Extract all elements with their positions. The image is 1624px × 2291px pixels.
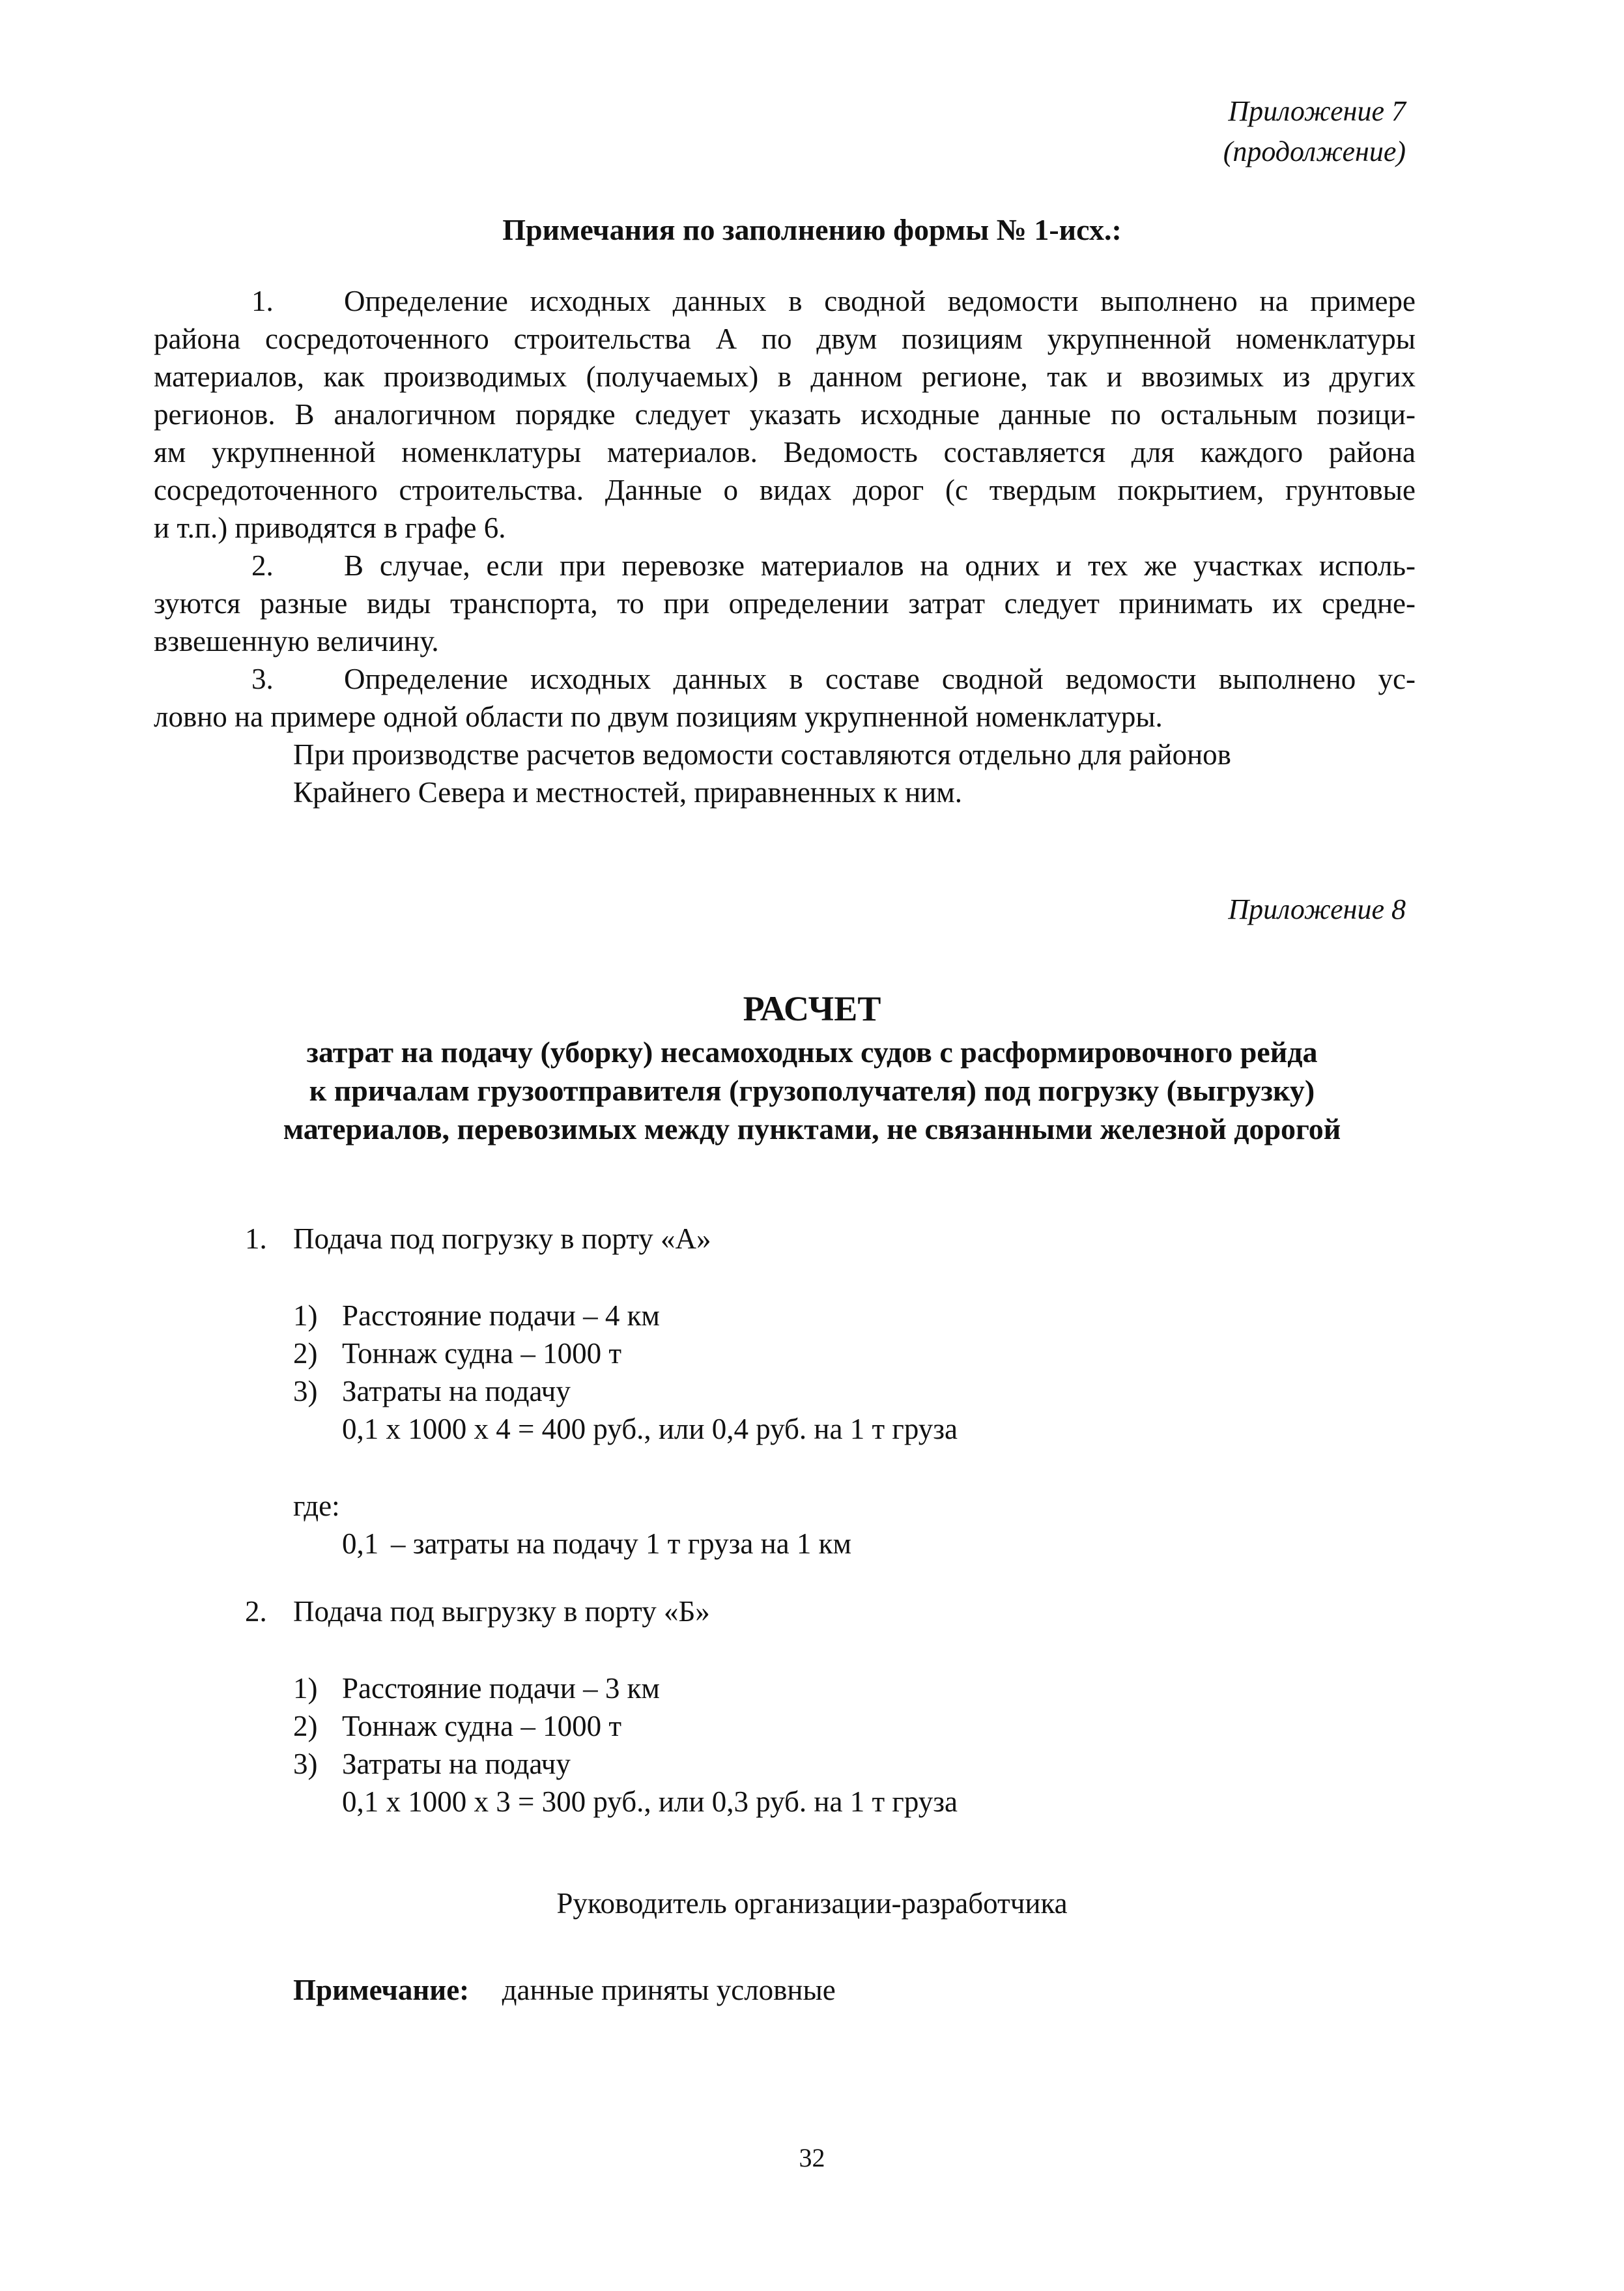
section-2-item-3-text: Затраты на подачу — [342, 1748, 571, 1780]
section-2-item-1-number: 1) — [293, 1672, 318, 1705]
footnote-label: Примечание: — [293, 1974, 470, 2006]
section-1-item-2-text: Тоннаж судна – 1000 т — [342, 1337, 621, 1370]
note-3-number: 3. — [251, 663, 274, 695]
page-number: 32 — [799, 2143, 825, 2172]
appendix-8-label: Приложение 8 — [1228, 893, 1406, 925]
note-1-line-3: материалов, как производимых (получаемых) в данном регионе, так и ввозимых из других — [154, 360, 1416, 393]
signature-line: Руководитель организации-разработчика — [556, 1887, 1068, 1920]
section-1-formula: 0,1 х 1000 х 4 = 400 руб., или 0,4 руб. на 1 т груза — [342, 1413, 958, 1445]
note-extra-line-2: Крайнего Севера и местностей, приравненных к ним. — [293, 776, 962, 809]
appendix-7-continuation: (продолжение) — [1223, 136, 1406, 167]
where-value: 0,1 — [342, 1527, 379, 1560]
note-1-number: 1. — [251, 285, 274, 317]
where-text: – затраты на подачу 1 т груза на 1 км — [391, 1527, 851, 1560]
note-extra-line-1: При производстве расчетов ведомости составляются отдельно для районов — [293, 738, 1231, 771]
footnote — [293, 1971, 836, 2009]
subtitle-line-1: затрат на подачу (уборку) несамоходных судов с расформировочного рейда — [306, 1035, 1318, 1069]
section-2-item-3-number: 3) — [293, 1748, 318, 1780]
section-2-item-1-text: Расстояние подачи – 3 км — [342, 1672, 660, 1705]
calculation-title: РАСЧЕТ — [743, 989, 881, 1028]
section-1-item-3-number: 3) — [293, 1375, 318, 1407]
note-1-line-2: района сосредоточенного строительства А по двум позициям укрупненной номенклатуры — [154, 323, 1416, 355]
section-2-heading: Подача под выгрузку в порту «Б» — [293, 1595, 710, 1628]
note-1-line-5: ям укрупненной номенклатуры материалов. Ведомость составляется для каждого района — [154, 436, 1416, 468]
appendix-7-label: Приложение 7 — [1228, 95, 1406, 127]
calculation-subtitle — [0, 1033, 1624, 1148]
section-1-item-2-number: 2) — [293, 1337, 318, 1370]
note-1-line-1: Определение исходных данных в сводной ведомости выполнено на примере — [344, 285, 1416, 317]
section-2-item-2-number: 2) — [293, 1710, 318, 1742]
note-3-line-2: ловно на примере одной области по двум позициям укрупненной номенклатуры. — [154, 700, 1163, 733]
note-2-line-2: зуются разные виды транспорта, то при определении затрат следует принимать их средне- — [154, 587, 1416, 620]
notes-title: Примечания по заполнению формы № 1-исх.: — [502, 213, 1122, 246]
note-3-line-1: Определение исходных данных в составе сводной ведомости выполнено ус- — [344, 663, 1416, 695]
subtitle-line-2: к причалам грузоотправителя (грузополучателя) под погрузку (выгрузку) — [309, 1074, 1315, 1107]
note-2-number: 2. — [251, 549, 274, 582]
section-2-item-2-text: Тоннаж судна – 1000 т — [342, 1710, 621, 1742]
note-1-line-7: и т.п.) приводятся в графе 6. — [154, 512, 506, 544]
section-2-number: 2. — [245, 1595, 267, 1628]
section-1-item-1-text: Расстояние подачи – 4 км — [342, 1299, 660, 1332]
section-1-heading: Подача под погрузку в порту «А» — [293, 1222, 711, 1255]
footnote-text: данные приняты условные — [502, 1974, 836, 2006]
subtitle-line-3: материалов, перевозимых между пунктами, не связанными железной дорогой — [283, 1112, 1341, 1146]
appendix-7-header — [1223, 91, 1406, 172]
section-1-number: 1. — [245, 1222, 267, 1255]
section-1-item-3-text: Затраты на подачу — [342, 1375, 571, 1407]
where-label: где: — [293, 1490, 340, 1522]
section-1-item-1-number: 1) — [293, 1299, 318, 1332]
note-2-line-3: взвешенную величину. — [154, 625, 439, 657]
note-1-line-6: сосредоточенного строительства. Данные о видах дорог (с твердым покрытием, грунтовые — [154, 474, 1416, 506]
section-2-formula: 0,1 х 1000 х 3 = 300 руб., или 0,3 руб. на 1 т груза — [342, 1785, 958, 1818]
note-2-line-1: В случае, если при перевозке материалов на одних и тех же участках исполь- — [344, 549, 1416, 582]
note-1-line-4: регионов. В аналогичном порядке следует указать исходные данные по остальным позици- — [154, 398, 1416, 431]
